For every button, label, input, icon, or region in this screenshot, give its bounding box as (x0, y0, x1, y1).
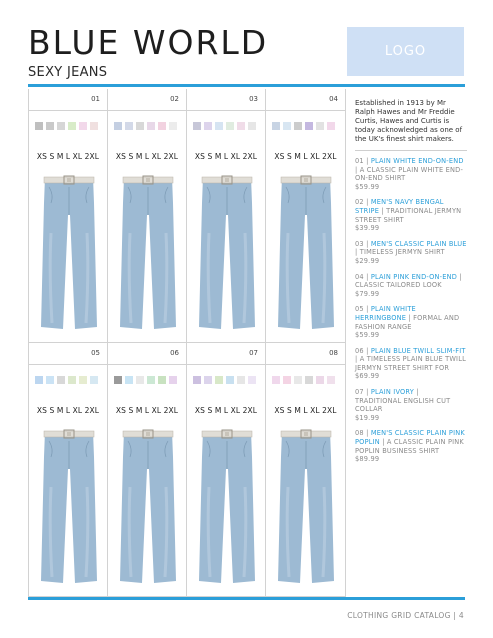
item-number: 02 | (355, 198, 371, 207)
color-swatches (193, 122, 256, 130)
item-name-link[interactable]: PLAIN BLUE TWILL SLIM-FIT (370, 346, 466, 355)
color-swatch[interactable] (305, 122, 313, 130)
color-swatches (272, 376, 335, 384)
product-image (118, 427, 178, 587)
item-number: 03 | (355, 239, 371, 248)
color-swatch[interactable] (248, 122, 256, 130)
top-divider (28, 84, 465, 87)
color-swatch[interactable] (114, 122, 122, 130)
color-swatches (114, 376, 177, 384)
product-image (39, 427, 99, 587)
product-number: 05 (91, 349, 100, 357)
cell-number-bar (187, 343, 265, 365)
color-swatch[interactable] (283, 122, 291, 130)
color-swatch[interactable] (169, 376, 177, 384)
product-number: 07 (249, 349, 258, 357)
color-swatch[interactable] (158, 122, 166, 130)
color-swatch[interactable] (237, 122, 245, 130)
product-image (197, 173, 257, 333)
color-swatch[interactable] (248, 376, 256, 384)
product-image (276, 173, 336, 333)
logo-placeholder: LOGO (347, 27, 464, 76)
color-swatch[interactable] (272, 376, 280, 384)
item-price: $39.99 (355, 224, 380, 233)
product-list-item (355, 273, 467, 299)
jeans-icon (118, 427, 178, 587)
product-cell[interactable] (29, 89, 108, 343)
product-image (118, 173, 178, 333)
item-price: $59.99 (355, 182, 380, 191)
item-name-link[interactable]: MEN'S CLASSIC PLAIN PINK POPLIN (355, 429, 465, 447)
color-swatches (114, 122, 177, 130)
size-options: XS S M L XL 2XL (115, 152, 179, 161)
color-swatch[interactable] (237, 376, 245, 384)
size-options: XS S M L XL 2XL (36, 406, 100, 415)
item-price: $89.99 (355, 455, 380, 464)
item-description: | A CLASSIC PLAIN PINK POPLIN BUSINESS SHIRT (355, 438, 464, 455)
item-description: | A TIMELESS PLAIN BLUE TWILL JERMYN STREET SHIRT FOR (355, 355, 466, 372)
color-swatches (35, 376, 98, 384)
product-number: 06 (170, 349, 179, 357)
product-grid (28, 89, 345, 597)
item-name-link[interactable]: MEN'S NAVY BENGAL STRIPE (355, 198, 444, 215)
item-name-link[interactable]: PLAIN WHITE END-ON-END (370, 157, 464, 165)
color-swatch[interactable] (46, 376, 54, 384)
color-swatch[interactable] (90, 122, 98, 130)
jeans-icon (39, 173, 99, 333)
size-options: XS S M L XL 2XL (36, 152, 100, 161)
grid-row-2 (29, 343, 346, 597)
color-swatch[interactable] (35, 376, 43, 384)
item-price: $69.99 (355, 372, 380, 381)
item-name-link[interactable]: PLAIN IVORY (370, 388, 415, 397)
item-number: 06 | (355, 346, 371, 355)
brand-title: BLUE WORLD (28, 23, 269, 62)
product-cell[interactable] (108, 89, 187, 343)
bottom-divider (28, 597, 465, 600)
product-cell[interactable] (187, 343, 266, 597)
color-swatches (35, 122, 98, 130)
jeans-icon (39, 427, 99, 587)
item-price: $19.99 (355, 413, 380, 422)
color-swatch[interactable] (136, 376, 144, 384)
color-swatch[interactable] (294, 376, 302, 384)
color-swatch[interactable] (327, 376, 335, 384)
item-name-link[interactable]: PLAIN WHITE HERRINGBONE (355, 305, 416, 322)
cell-number-bar (108, 89, 186, 111)
color-swatches (193, 376, 256, 384)
size-options: XS S M L XL 2XL (194, 152, 258, 161)
product-number: 08 (329, 349, 338, 357)
product-list-item (355, 157, 467, 191)
color-swatch[interactable] (114, 376, 122, 384)
item-description: | TRADITIONAL ENGLISH CUT COLLAR (355, 388, 451, 414)
product-list-item (355, 429, 467, 463)
color-swatch[interactable] (125, 376, 133, 384)
product-image (39, 173, 99, 333)
color-swatch[interactable] (57, 376, 65, 384)
item-price: $59.99 (355, 331, 380, 340)
product-cell[interactable] (266, 89, 346, 343)
color-swatch[interactable] (327, 122, 335, 130)
cell-number-bar (29, 343, 107, 365)
item-number: 01 | (355, 157, 371, 165)
size-options: XS S M L XL 2XL (274, 406, 337, 415)
color-swatch[interactable] (226, 376, 234, 384)
color-swatch[interactable] (193, 122, 201, 130)
color-swatch[interactable] (215, 122, 223, 130)
item-name-link[interactable]: MEN'S CLASSIC PLAIN BLUE (370, 239, 467, 248)
size-options: XS S M L XL 2XL (194, 406, 258, 415)
color-swatch[interactable] (316, 122, 324, 130)
color-swatch[interactable] (204, 122, 212, 130)
color-swatches (272, 122, 335, 130)
product-cell[interactable] (108, 343, 187, 597)
product-image (276, 427, 336, 587)
color-swatch[interactable] (272, 122, 280, 130)
product-list-item (355, 388, 467, 422)
cell-number-bar (266, 89, 345, 111)
cell-number-bar (29, 89, 107, 111)
color-swatch[interactable] (147, 376, 155, 384)
item-description: | TIMELESS JERMYN SHIRT (355, 248, 445, 257)
color-swatch[interactable] (68, 122, 76, 130)
color-swatch[interactable] (158, 376, 166, 384)
color-swatch[interactable] (35, 122, 43, 130)
product-number: 03 (249, 95, 258, 103)
color-swatch[interactable] (305, 376, 313, 384)
product-cell[interactable] (187, 89, 266, 343)
item-description: | TRADITIONAL JERMYN STREET SHIRT (355, 206, 462, 224)
item-description: | A CLASSIC PLAIN WHITE END-ON-END SHIRT (355, 165, 464, 183)
color-swatch[interactable] (79, 376, 87, 384)
color-swatch[interactable] (283, 376, 291, 384)
size-options: XS S M L XL 2XL (115, 406, 179, 415)
item-name-link[interactable]: PLAIN PINK END-ON-END (370, 272, 457, 281)
brand-intro: Established in 1913 by Mr Ralph Hawes and Mr Freddie Curtis, Hawes and Curtis is today acknowledged as one of the UK's finest shirt makers. (355, 99, 467, 151)
jeans-icon (197, 427, 257, 587)
cell-number-bar (187, 89, 265, 111)
color-swatch[interactable] (193, 376, 201, 384)
color-swatch[interactable] (79, 122, 87, 130)
item-price: $79.99 (355, 289, 380, 298)
cell-number-bar (266, 343, 345, 365)
product-list-item (355, 198, 467, 232)
color-swatch[interactable] (215, 376, 223, 384)
item-number: 05 | (355, 305, 371, 314)
product-list-item (355, 240, 467, 266)
color-swatch[interactable] (57, 122, 65, 130)
product-list-item (355, 305, 467, 339)
jeans-icon (276, 173, 336, 333)
color-swatch[interactable] (169, 122, 177, 130)
item-price: $29.99 (355, 256, 380, 265)
color-swatch[interactable] (316, 376, 324, 384)
product-sidebar (355, 99, 467, 471)
item-description: | CLASSIC TAILORED LOOK (355, 272, 462, 290)
page-footer: CLOTHING GRID CATALOG | 4 (347, 611, 464, 620)
product-cell[interactable] (29, 343, 108, 597)
item-number: 07 | (355, 388, 371, 397)
section-subtitle: SEXY JEANS (28, 65, 108, 80)
product-number: 01 (91, 95, 100, 103)
color-swatch[interactable] (68, 376, 76, 384)
product-cell[interactable] (266, 343, 346, 597)
grid-row-1 (29, 89, 346, 343)
product-number: 04 (329, 95, 338, 103)
jeans-icon (118, 173, 178, 333)
product-list (355, 157, 467, 464)
size-options: XS S M L XL 2XL (274, 152, 337, 161)
color-swatch[interactable] (125, 122, 133, 130)
color-swatch[interactable] (204, 376, 212, 384)
color-swatch[interactable] (226, 122, 234, 130)
item-description: | FORMAL AND FASHION RANGE (355, 313, 460, 331)
item-number: 08 | (355, 429, 371, 438)
cell-number-bar (108, 343, 186, 365)
product-number: 02 (170, 95, 179, 103)
item-number: 04 | (355, 272, 371, 281)
color-swatch[interactable] (90, 376, 98, 384)
color-swatch[interactable] (294, 122, 302, 130)
product-list-item (355, 347, 467, 381)
color-swatch[interactable] (147, 122, 155, 130)
jeans-icon (197, 173, 257, 333)
product-image (197, 427, 257, 587)
color-swatch[interactable] (46, 122, 54, 130)
jeans-icon (276, 427, 336, 587)
color-swatch[interactable] (136, 122, 144, 130)
